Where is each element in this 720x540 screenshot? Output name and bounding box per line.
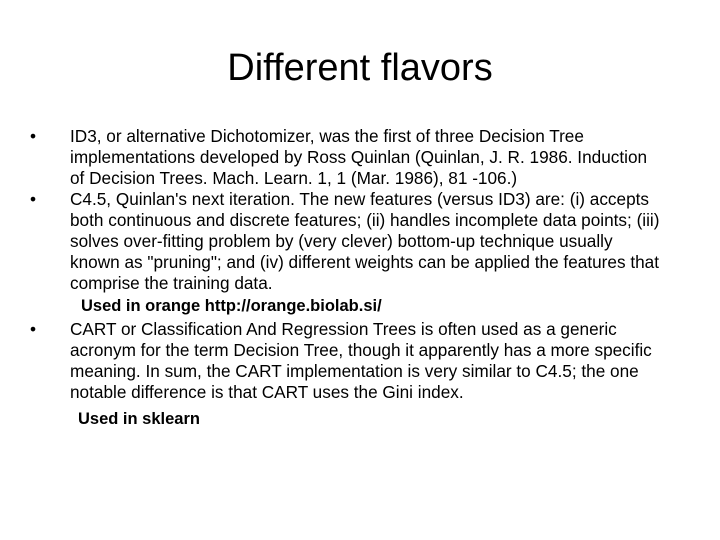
bullet-item-c45 [26,189,666,294]
bullet-marker: • [30,126,37,146]
bullet-text: ID3, or alternative Dichotomizer, was the first of three Decision Tree implementations developed by Ross Quinlan (Quinlan, J. R. 1986. Induction of Decision Trees. Mach. Learn. 1, 1 (Mar. 1986), 81 -106.) [70,126,648,188]
bullet-text: CART or Classification And Regression Trees is often used as a generic acronym for the term Decision Tree, though it apparently has a more specific meaning. In sum, the CART implementation is very similar to C4.5; the one notable difference is that CART uses the Gini index. [70,319,652,402]
used-in-sklearn-note: Used in sklearn [78,410,200,428]
bullet-item-cart [26,319,666,403]
bullet-text: C4.5, Quinlan's next iteration. The new features (versus ID3) are: (i) accepts both continuous and discrete features; (ii) handles incomplete data points; (iii) solves over-fitting problem by (very clever) bottom-up technique usually known as "pruning"; and (iv) different weights can be applied the features that comprise the training data. [70,189,660,293]
bullet-marker: • [30,319,37,339]
slide-title: Different flavors [227,47,493,89]
bullet-item-id3 [26,126,666,189]
bullet-list [26,126,666,432]
bullet-marker: • [30,189,37,209]
used-in-orange-note: Used in orange http://orange.biolab.si/ [81,297,382,315]
